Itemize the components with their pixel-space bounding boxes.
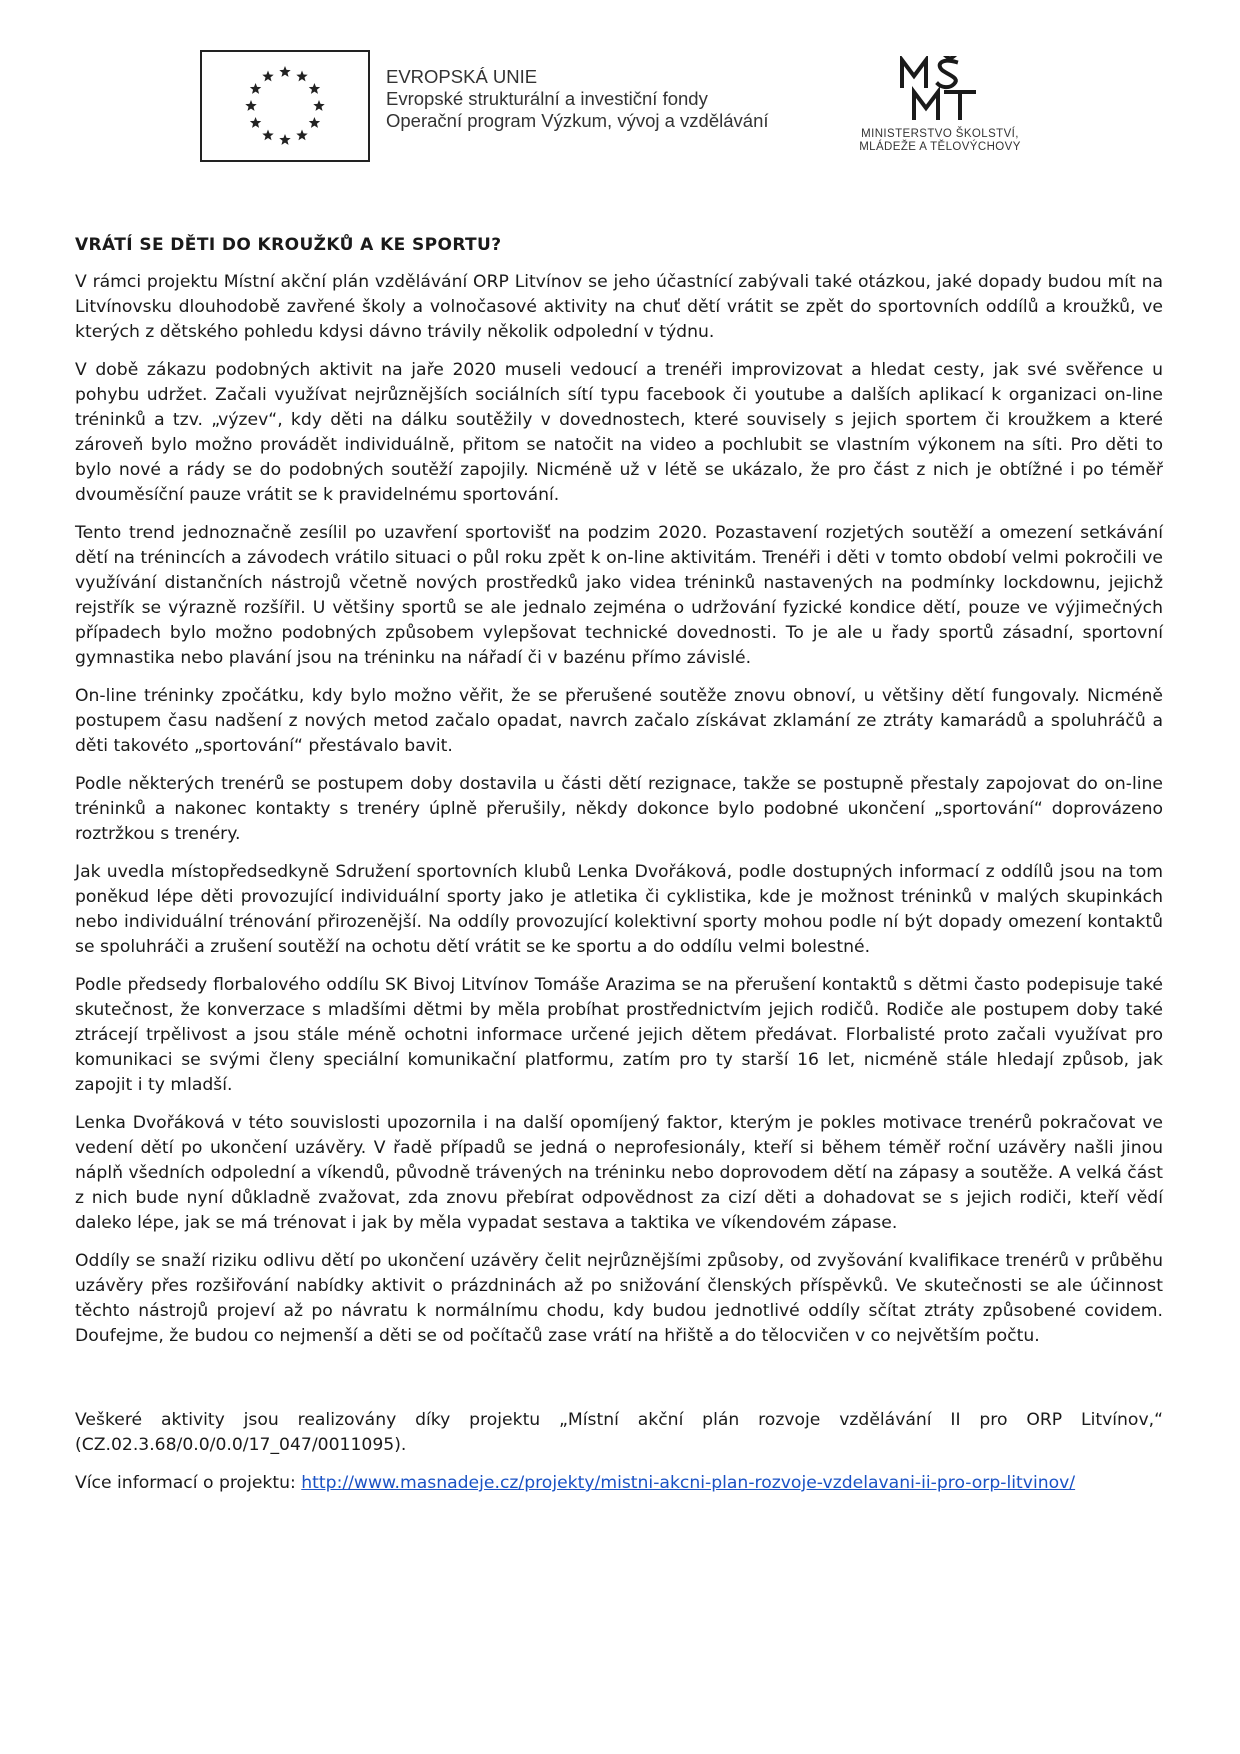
- article-title: VRÁTÍ SE DĚTI DO KROUŽKŮ A KE SPORTU?: [75, 235, 502, 255]
- paragraph-3: Tento trend jednoznačně zesílil po uzavření sportovišť na podzim 2020. Pozastavení rozjetých soutěží a omezení setkávání dětí na trénincích a závodech vrátilo situaci o půl roku zpět k on-line aktivitám. Trenéři i děti v tomto období velmi pokročili ve využívání distančních nástrojů včetně nových prostředků jako videa tréninků nastavených na podmínky lockdownu, jejichž rejstřík se výrazně rozšířil. U většiny sportů se ale jednalo zejména o udržování fyzické kondice dětí, pouze ve výjimečných případech bylo možno podobných způsobem vylepšovat technické dovednosti. To je ale u řady sportů zásadní, sportovní gymnastika nebo plavání jsou na tréninku na nářadí či v bazénu přímo závislé.: [75, 523, 1163, 668]
- eu-star-icon: [245, 100, 256, 111]
- eu-star-icon: [296, 71, 307, 82]
- paragraph-2: V době zákazu podobných aktivit na jaře 2020 museli vedoucí a trenéři improvizovat a hledat cesty, jak své svěřence u pohybu udržet. Začali využívat nejrůznějších sociálních sítí typu facebook či youtube a dalších aplikací k organizaci on-line tréninků a tzv. „výzev“, kdy děti na dálku soutěžily v dovednostech, které souvisely s jejich sportem či kroužkem a které zároveň bylo možno provádět individuálně, přitom se natočit na video a pochlubit se vlastním výkonem na síti. Pro děti to bylo nové a rády se do podobných soutěží zapojily. Nicméně už v létě se ukázalo, že pro část z nich je obtížné i po téměř dvouměsíční pauze vrátit se k pravidelnému sportování.: [75, 360, 1163, 505]
- eu-star-icon: [309, 117, 320, 128]
- paragraph-8: Lenka Dvořáková v této souvislosti upozornila i na další opomíjený faktor, kterým je pokles motivace trenérů pokračovat ve vedení dětí po ukončení uzávěry. V řadě případů se jedná o neprofesionály, kteří si během téměř roční uzávěry našli jinou náplň všedních odpolední a víkendů, původně trávených na tréninku nebo doprovodem dětí na zápasy a soutěže. A velká část z nich bude nyní důkladně zvažovat, zda znovu přebírat odpovědnost za cizí děti a dohadovat se s jejich rodiči, kteří vědí daleko lépe, jak se má trénovat i jak by měla vypadat sestava a taktika ve víkendovém zápase.: [75, 1113, 1163, 1233]
- msmt-logo-icon: [896, 56, 986, 124]
- eu-star-icon: [262, 71, 273, 82]
- paragraph-1: V rámci projektu Místní akční plán vzdělávání ORP Litvínov se jeho účastnící zabývali také otázkou, jaké dopady budou mít na Litvínovsku dlouhodobě zavřené školy a volnočasové aktivity na chuť dětí vrátit se zpět do sportovních oddílů a kroužků, ve kterých z dětského pohledu kdysi dávno trávily několik odpolední v týdnu.: [75, 272, 1163, 342]
- eu-text: [386, 66, 806, 132]
- eu-star-icon: [309, 83, 320, 94]
- eu-star-icon: [313, 100, 324, 111]
- paragraph-9: Oddíly se snaží riziku odlivu dětí po ukončení uzávěry čelit nejrůznějšími způsoby, od zvyšování kvalifikace trenérů v průběhu uzávěry přes rozšiřování nabídky aktivit o prázdninách až po snižování členských příspěvků. Ve skutečnosti se ale účinnost těchto nástrojů projeví až po návratu k normálnímu chodu, kdy budou jednotlivé oddíly sčítat ztráty způsobené covidem. Doufejme, že budou co nejmenší a děti se od počítačů zase vrátí na hřiště a do tělocvičen v co největším počtu.: [75, 1251, 1163, 1346]
- eu-flag-icon: [200, 50, 370, 162]
- eu-program: Operační program Výzkum, vývoj a vzdělávání: [386, 110, 769, 131]
- msmt-line2: MLÁDEŽE A TĚLOVÝCHOVY: [859, 141, 1021, 153]
- spacer: [75, 1362, 1163, 1408]
- eu-stars-icon: [202, 52, 368, 160]
- eu-star-icon: [262, 129, 273, 140]
- msmt-line1: MINISTERSTVO ŠKOLSTVÍ,: [861, 128, 1019, 140]
- eu-funds: Evropské strukturální a investiční fondy: [386, 88, 708, 109]
- paragraph-5: Podle některých trenérů se postupem doby dostavila u části dětí rezignace, takže se postupně přestaly zapojovat do on-line tréninků a nakonec kontakty s trenéry úplně přerušily, někdy dokonce bylo podobné ukončení „sportování“ doprovázeno roztržkou s trenéry.: [75, 774, 1163, 844]
- eu-star-icon: [250, 83, 261, 94]
- eu-star-icon: [250, 117, 261, 128]
- more-info: [75, 1471, 1163, 1496]
- paragraph-4: On-line tréninky zpočátku, kdy bylo možno věřit, že se přerušené soutěže znovu obnoví, u většiny dětí fungovaly. Nicméně postupem času nadšení z nových metod začalo opadat, navrch začalo získávat zklamání ze ztráty kamarádů a spoluhráčů a děti takovéto „sportování“ přestávalo bavit.: [75, 686, 1163, 756]
- article: [75, 233, 1163, 1509]
- paragraph-7: Podle předsedy florbalového oddílu SK Bivoj Litvínov Tomáše Arazima se na přerušení kontaktů s dětmi často podepisuje také skutečnost, že konverzace s mladšími dětmi by měla probíhat prostřednictvím jejich rodičů. Rodiče ale postupem doby také ztrácejí trpělivost a jsou stále méně ochotni informace určené jejich dětem předávat. Florbalisté proto začali využívat pro komunikaci se svými členy speciální komunikační platformu, zatím pro ty starší 16 let, nicméně stále hledají způsob, jak zapojit i ty mladší.: [75, 975, 1163, 1095]
- msmt-text: [840, 128, 1040, 154]
- more-info-label: Více informací o projektu:: [75, 1473, 296, 1493]
- project-link[interactable]: http://www.masnadeje.cz/projekty/mistni-akcni-plan-rozvoje-vzdelavani-ii-pro-orp-litvinov/: [301, 1473, 1076, 1493]
- eu-star-icon: [296, 129, 307, 140]
- paragraph-6: Jak uvedla místopředsedkyně Sdružení sportovních klubů Lenka Dvořáková, podle dostupných informací z oddílů jsou na tom poněkud lépe děti provozující individuální sporty jako je atletika či cyklistika, kde je možnost tréninků v malých skupinkách nebo individuální trénování přirozenější. Na oddíly provozující kolektivní sporty mohou podle ní být dopady omezení kontaktů se spoluhráči a zrušení soutěží na ochotu dětí vrátit se ke sportu a do oddílu velmi bolestné.: [75, 862, 1163, 957]
- eu-star-icon: [279, 134, 290, 145]
- project-note: Veškeré aktivity jsou realizovány díky projektu „Místní akční plán rozvoje vzdělávání II pro ORP Litvínov,“ (CZ.02.3.68/0.0/0.0/17_047/0011095).: [75, 1410, 1163, 1455]
- eu-title: EVROPSKÁ UNIE: [386, 66, 538, 87]
- eu-star-icon: [279, 66, 290, 77]
